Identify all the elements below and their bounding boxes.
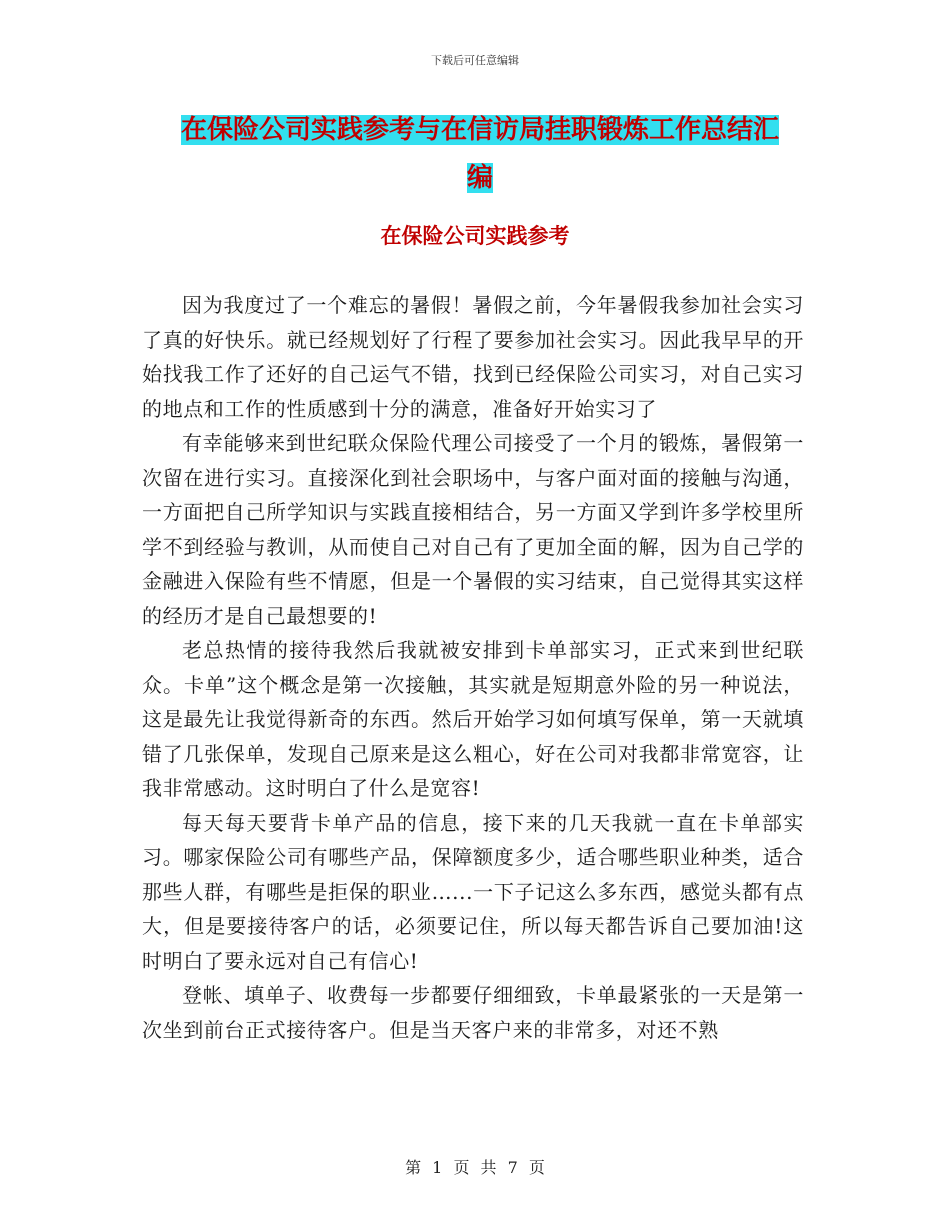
paragraph-3: 老总热情的接待我然后我就被安排到卡单部实习，正式来到世纪联众。卡单”这个概念是第一次接触，其实就是短期意外险的另一种说法，这是最先让我觉得新奇的东西。然后开始学习如何填写保单，第一天就填错了几张保单，发现自己原来是这么粗心，好在公司对我都非常宽容，让我非常感动。这时明白了什么是宽容! xyxy=(142,638,804,800)
document-title xyxy=(140,106,820,202)
document-title-line-2: 编 xyxy=(466,163,493,193)
page-footer: 第 1 页 共 7 页 xyxy=(405,1158,545,1177)
header-note: 下载后可任意编辑 xyxy=(431,54,519,67)
body-text xyxy=(142,288,804,1047)
document-title-line-1: 在保险公司实践参考与在信访局挂职锻炼工作总结汇 xyxy=(180,115,779,145)
paragraph-1: 因为我度过了一个难忘的暑假！暑假之前，今年暑假我参加社会实习了真的好快乐。就已经规划好了行程了要参加社会实习。因此我早早的开始找我工作了还好的自己运气不错，找到已经保险公司实习，对自己实习的地点和工作的性质感到十分的满意，准备好开始实习了 xyxy=(142,293,804,421)
section-title: 在保险公司实践参考 xyxy=(380,224,570,248)
paragraph-2: 有幸能够来到世纪联众保险代理公司接受了一个月的锻炼，暑假第一次留在进行实习。直接深化到社会职场中，与客户面对面的接触与沟通，一方面把自己所学知识与实践直接相结合，另一方面又学到许多学校里所学不到经验与教训，从而使自己对自己有了更加全面的解，因为自己学的金融进入保险有些不情愿，但是一个暑假的实习结束，自己觉得其实这样的经历才是自己最想要的! xyxy=(142,431,804,628)
paragraph-4: 每天每天要背卡单产品的信息，接下来的几天我就一直在卡单部实习。哪家保险公司有哪些产品，保障额度多少，适合哪些职业种类，适合那些人群，有哪些是拒保的职业…...一下子记这么多东西，感觉头都有点大，但是要接待客户的话，必须要记住，所以每天都告诉自己要加油!这时明白了要永远对自己有信心! xyxy=(142,810,804,973)
paragraph-5: 登帐、填单子、收费每一步都要仔细细致，卡单最紧张的一天是第一次坐到前台正式接待客户。但是当天客户来的非常多，对还不熟 xyxy=(142,983,804,1042)
